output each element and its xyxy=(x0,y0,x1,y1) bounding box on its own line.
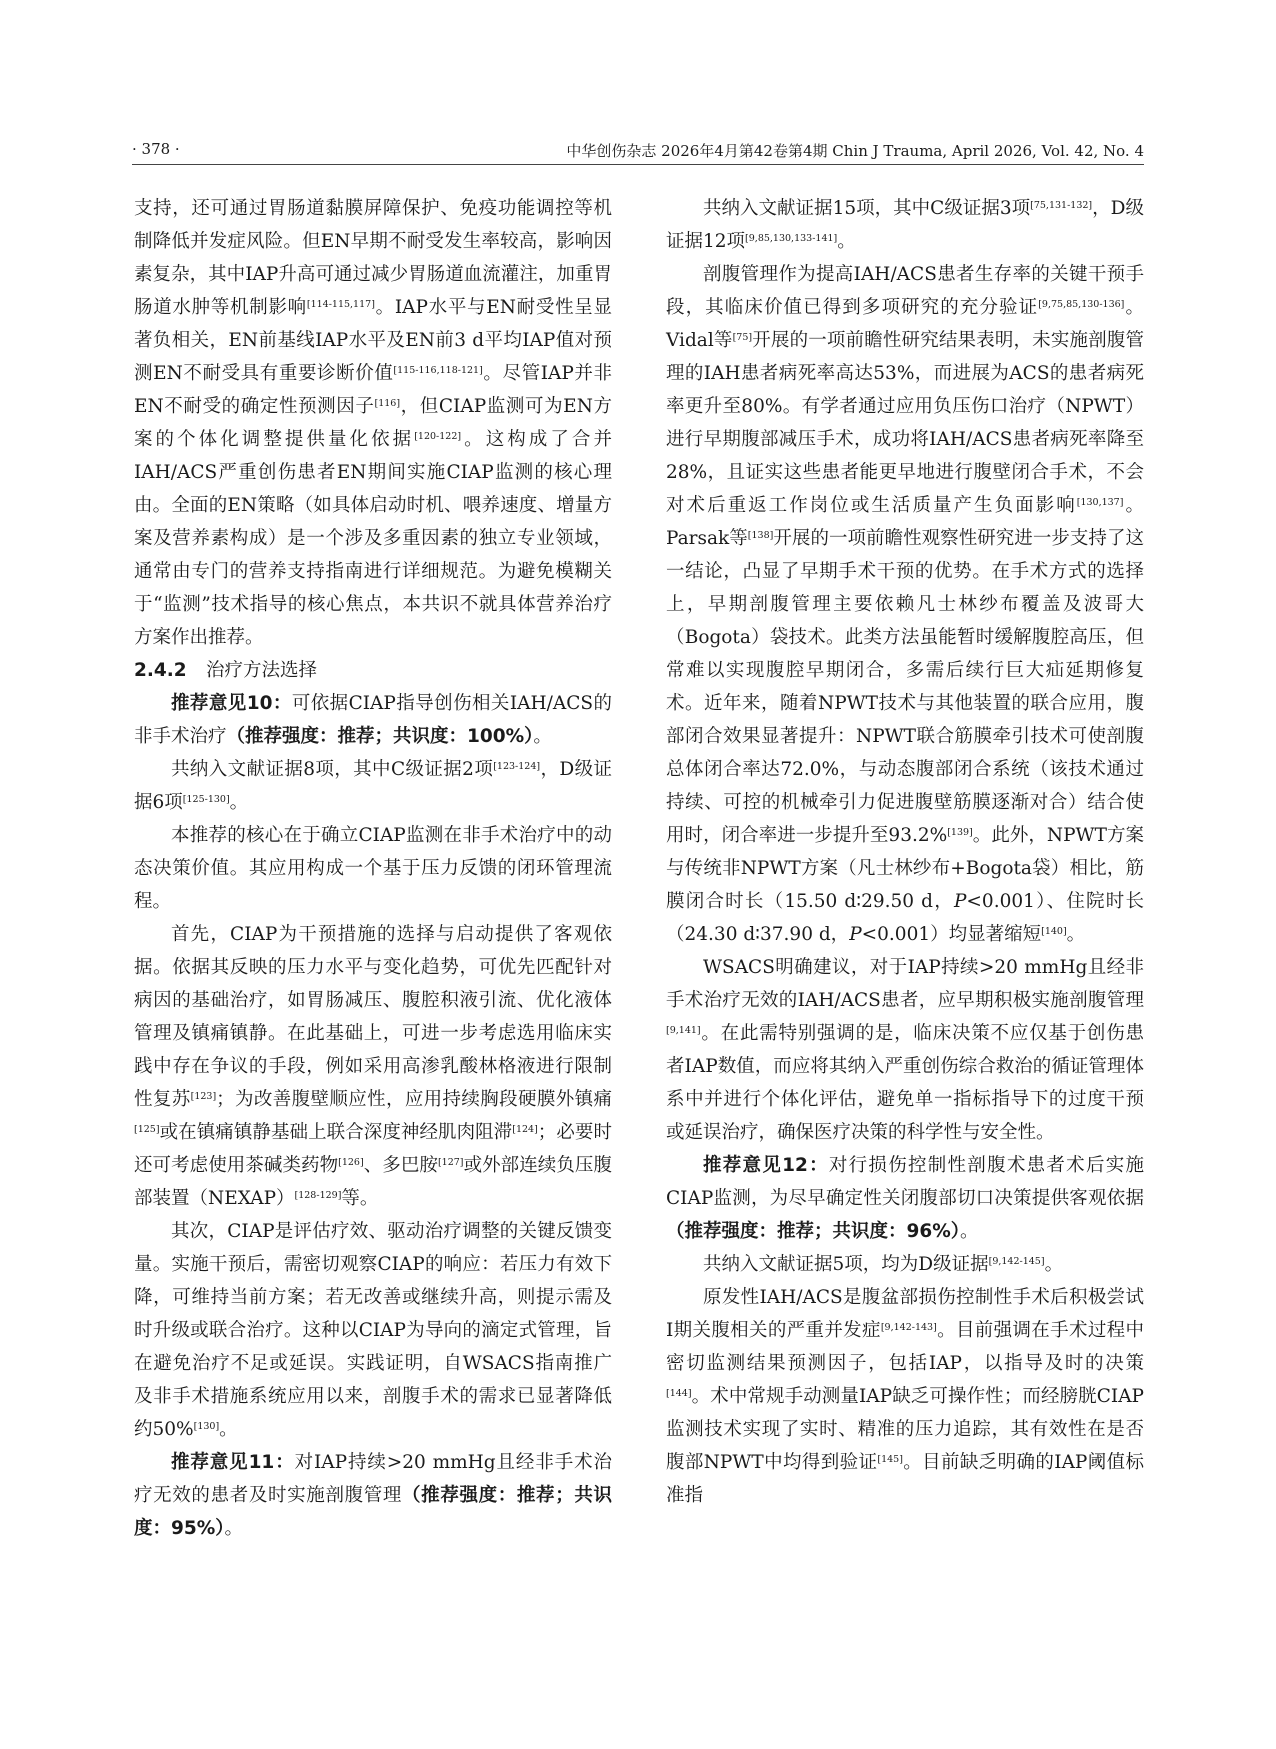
citation: [9,75,85,130-136] xyxy=(1038,299,1125,310)
citation: [123-124] xyxy=(493,761,541,772)
recommendation-11: 推荐意见11：对IAP持续>20 mmHg且经非手术治疗无效的患者及时实施剖腹管理（推荐强度：推荐；共识度：95%）。 xyxy=(134,1452,612,1539)
paragraph-primary: 原发性IAH/ACS是腹盆部损伤控制性手术后积极尝试Ⅰ期关腹相关的严重并发症[9,142-143]。目前强调在手术过程中密切监测结果预测因子，包括IAP，以指导及时的决策[144]。术中常规手动测量IAP缺乏可操作性；而经膀胱CIAP监测技术实现了实时、精准的压力追踪，其有效性在是否腹部NPWT中均得到验证[145]。目前缺乏明确的IAP阈值标准指 xyxy=(666,1287,1144,1506)
section-heading xyxy=(134,654,612,687)
recommendation-10: 推荐意见10：可依据CIAP指导创伤相关IAH/ACS的非手术治疗（推荐强度：推荐；共识度：100%）。 xyxy=(134,693,612,747)
citation: [138] xyxy=(747,530,774,541)
citation: [9,141] xyxy=(666,1025,701,1036)
citation: [123] xyxy=(190,1091,217,1102)
section-title: 治疗方法选择 xyxy=(206,660,318,681)
citation: [139] xyxy=(947,827,973,838)
citation: [75] xyxy=(732,332,753,343)
paragraph-core: 本推荐的核心在于确立CIAP监测在非手术治疗中的动态决策价值。其应用构成一个基于压力反馈的闭环管理流程。 xyxy=(134,825,612,912)
paragraph-laparotomy: 剖腹管理作为提高IAH/ACS患者生存率的关键干预手段，其临床价值已得到多项研究的充分验证[9,75,85,130-136]。Vidal等[75]开展的一项前瞻性研究结果表明，未实施剖腹管理的IAH患者病死率高达53%，而进展为ACS的患者病死率更升至80%。有学者通过应用负压伤口治疗（NPWT）进行早期腹部减压手术，成功将IAH/ACS患者病死率降至28%，且证实这些患者能更早地进行腹壁闭合手术，不会对术后重返工作岗位或生活质量产生负面影响[130,137]。Parsak等[138]开展的一项前瞻性观察性研究进一步支持了这一结论，凸显了早期手术干预的优势。在手术方式的选择上，早期剖腹管理主要依赖凡士林纱布覆盖及波哥大（Bogota）袋技术。此类方法虽能暂时缓解腹腔高压，但常难以实现腹腔早期闭合，多需后续行巨大疝延期修复术。近年来，随着NPWT技术与其他装置的联合应用，腹部闭合效果显著提升：NPWT联合筋膜牵引技术可使剖腹总体闭合率达72.0%，与动态腹部闭合系统（该技术通过持续、可控的机械牵引力促进腹壁筋膜逐渐对合）结合使用时，闭合率进一步提升至93.2%[139]。此外，NPWT方案与传统非NPWT方案（凡士林纱布+Bogota袋）相比，筋膜闭合时长（15.50 d∶29.50 d，P<0.001）、住院时长（24.30 d∶37.90 d，P<0.001）均显著缩短[140]。 xyxy=(666,264,1145,945)
paragraph-second: 其次，CIAP是评估疗效、驱动治疗调整的关键反馈变量。实施干预后，需密切观察CIAP的响应：若压力有效下降，可维持当前方案；若无改善或继续升高，则提示需及时升级或联合治疗。这种以CIAP为导向的滴定式管理，旨在避免治疗不足或延误。实践证明，自WSACS指南推广及非手术措施系统应用以来，剖腹手术的需求已显著降低约50%[130]。 xyxy=(134,1221,612,1440)
recommendation-12: 推荐意见12：对行损伤控制性剖腹术患者术后实施CIAP监测，为尽早确定性关闭腹部切口决策提供客观依据（推荐强度：推荐；共识度：96%）。 xyxy=(666,1155,1144,1242)
citation: [9,85,130,133-141] xyxy=(745,233,838,244)
page-number: · 378 · xyxy=(132,140,180,158)
citation: [116] xyxy=(374,398,401,409)
citation: [140] xyxy=(1041,926,1067,937)
citation: [120-122] xyxy=(414,431,462,442)
citation: [115-116,118-121] xyxy=(393,365,483,376)
citation: [9,142-143] xyxy=(880,1322,937,1333)
evidence-11: 共纳入文献证据15项，其中C级证据3项[75,131-132]，D级证据12项[9,85,130,133-141]。 xyxy=(666,198,1145,252)
citation: [130] xyxy=(193,1421,220,1432)
citation: [126] xyxy=(338,1157,364,1168)
citation: [125-130] xyxy=(182,794,230,805)
journal-citation: 中华创伤杂志 2026年4月第42卷第4期 Chin J Trauma, April 2026, Vol. 42, No. 4 xyxy=(566,142,1144,160)
citation: [75,131-132] xyxy=(1030,200,1093,211)
citation: [9,142-145] xyxy=(988,1256,1045,1267)
section-number: 2.4.2 xyxy=(134,660,187,681)
running-header xyxy=(132,140,1144,165)
evidence-10: 共纳入文献证据8项，其中C级证据2项[123-124]，D级证据6项[125-130]。 xyxy=(134,759,612,813)
citation: [127] xyxy=(437,1157,464,1168)
citation: [144] xyxy=(666,1388,692,1399)
right-column xyxy=(666,192,1144,1512)
citation: [130,137] xyxy=(1076,497,1124,508)
paragraph-first: 首先，CIAP为干预措施的选择与启动提供了客观依据。依据其反映的压力水平与变化趋势，可优先匹配针对病因的基础治疗，如胃肠减压、腹腔积液引流、优化液体管理及镇痛镇静。在此基础上，可进一步考虑选用临床实践中存在争议的手段，例如采用高渗乳酸林格液进行限制性复苏[123]；为改善腹壁顺应性，应用持续胸段硬膜外镇痛[125]或在镇痛镇静基础上联合深度神经肌肉阻滞[124]；必要时还可考虑使用茶碱类药物[126]、多巴胺[127]或外部连续负压腹部装置（NEXAP）[128-129]等。 xyxy=(134,924,612,1209)
paragraph-wsacs: WSACS明确建议，对于IAP持续>20 mmHg且经非手术治疗无效的IAH/ACS患者，应早期积极实施剖腹管理[9,141]。在此需特别强调的是，临床决策不应仅基于创伤患者IAP数值，而应将其纳入严重创伤综合救治的循证管理体系中并进行个体化评估，避免单一指标指导下的过度干预或延误治疗，确保医疗决策的科学性与安全性。 xyxy=(666,957,1144,1143)
citation: [145] xyxy=(877,1454,903,1465)
citation: [128-129] xyxy=(294,1190,342,1201)
left-column xyxy=(134,192,612,1545)
citation: [125] xyxy=(134,1124,160,1135)
paragraph-en-intolerance: 支持，还可通过胃肠道黏膜屏障保护、免疫功能调控等机制降低并发症风险。但EN早期不耐受发生率较高，影响因素复杂，其中IAP升高可通过减少胃肠道血流灌注，加重胃肠道水肿等机制影响[114-115,117]。IAP水平与EN耐受性呈显著负相关，EN前基线IAP水平及EN前3 d平均IAP值对预测EN不耐受具有重要诊断价值[115-116,118-121]。尽管IAP并非EN不耐受的确定性预测因子[116]，但CIAP监测可为EN方案的个体化调整提供量化依据[120-122]。这构成了合并IAH/ACS严重创伤患者EN期间实施CIAP监测的核心理由。全面的EN策略（如具体启动时机、喂养速度、增量方案及营养素构成）是一个涉及多重因素的独立专业领域，通常由专门的营养支持指南进行详细规范。为避免模糊关于“监测”技术指导的核心焦点，本共识不就具体营养治疗方案作出推荐。 xyxy=(134,198,612,648)
evidence-12: 共纳入文献证据5项，均为D级证据[9,142-145]。 xyxy=(703,1254,1064,1275)
citation: [114-115,117] xyxy=(306,299,375,310)
citation: [124] xyxy=(512,1124,538,1135)
